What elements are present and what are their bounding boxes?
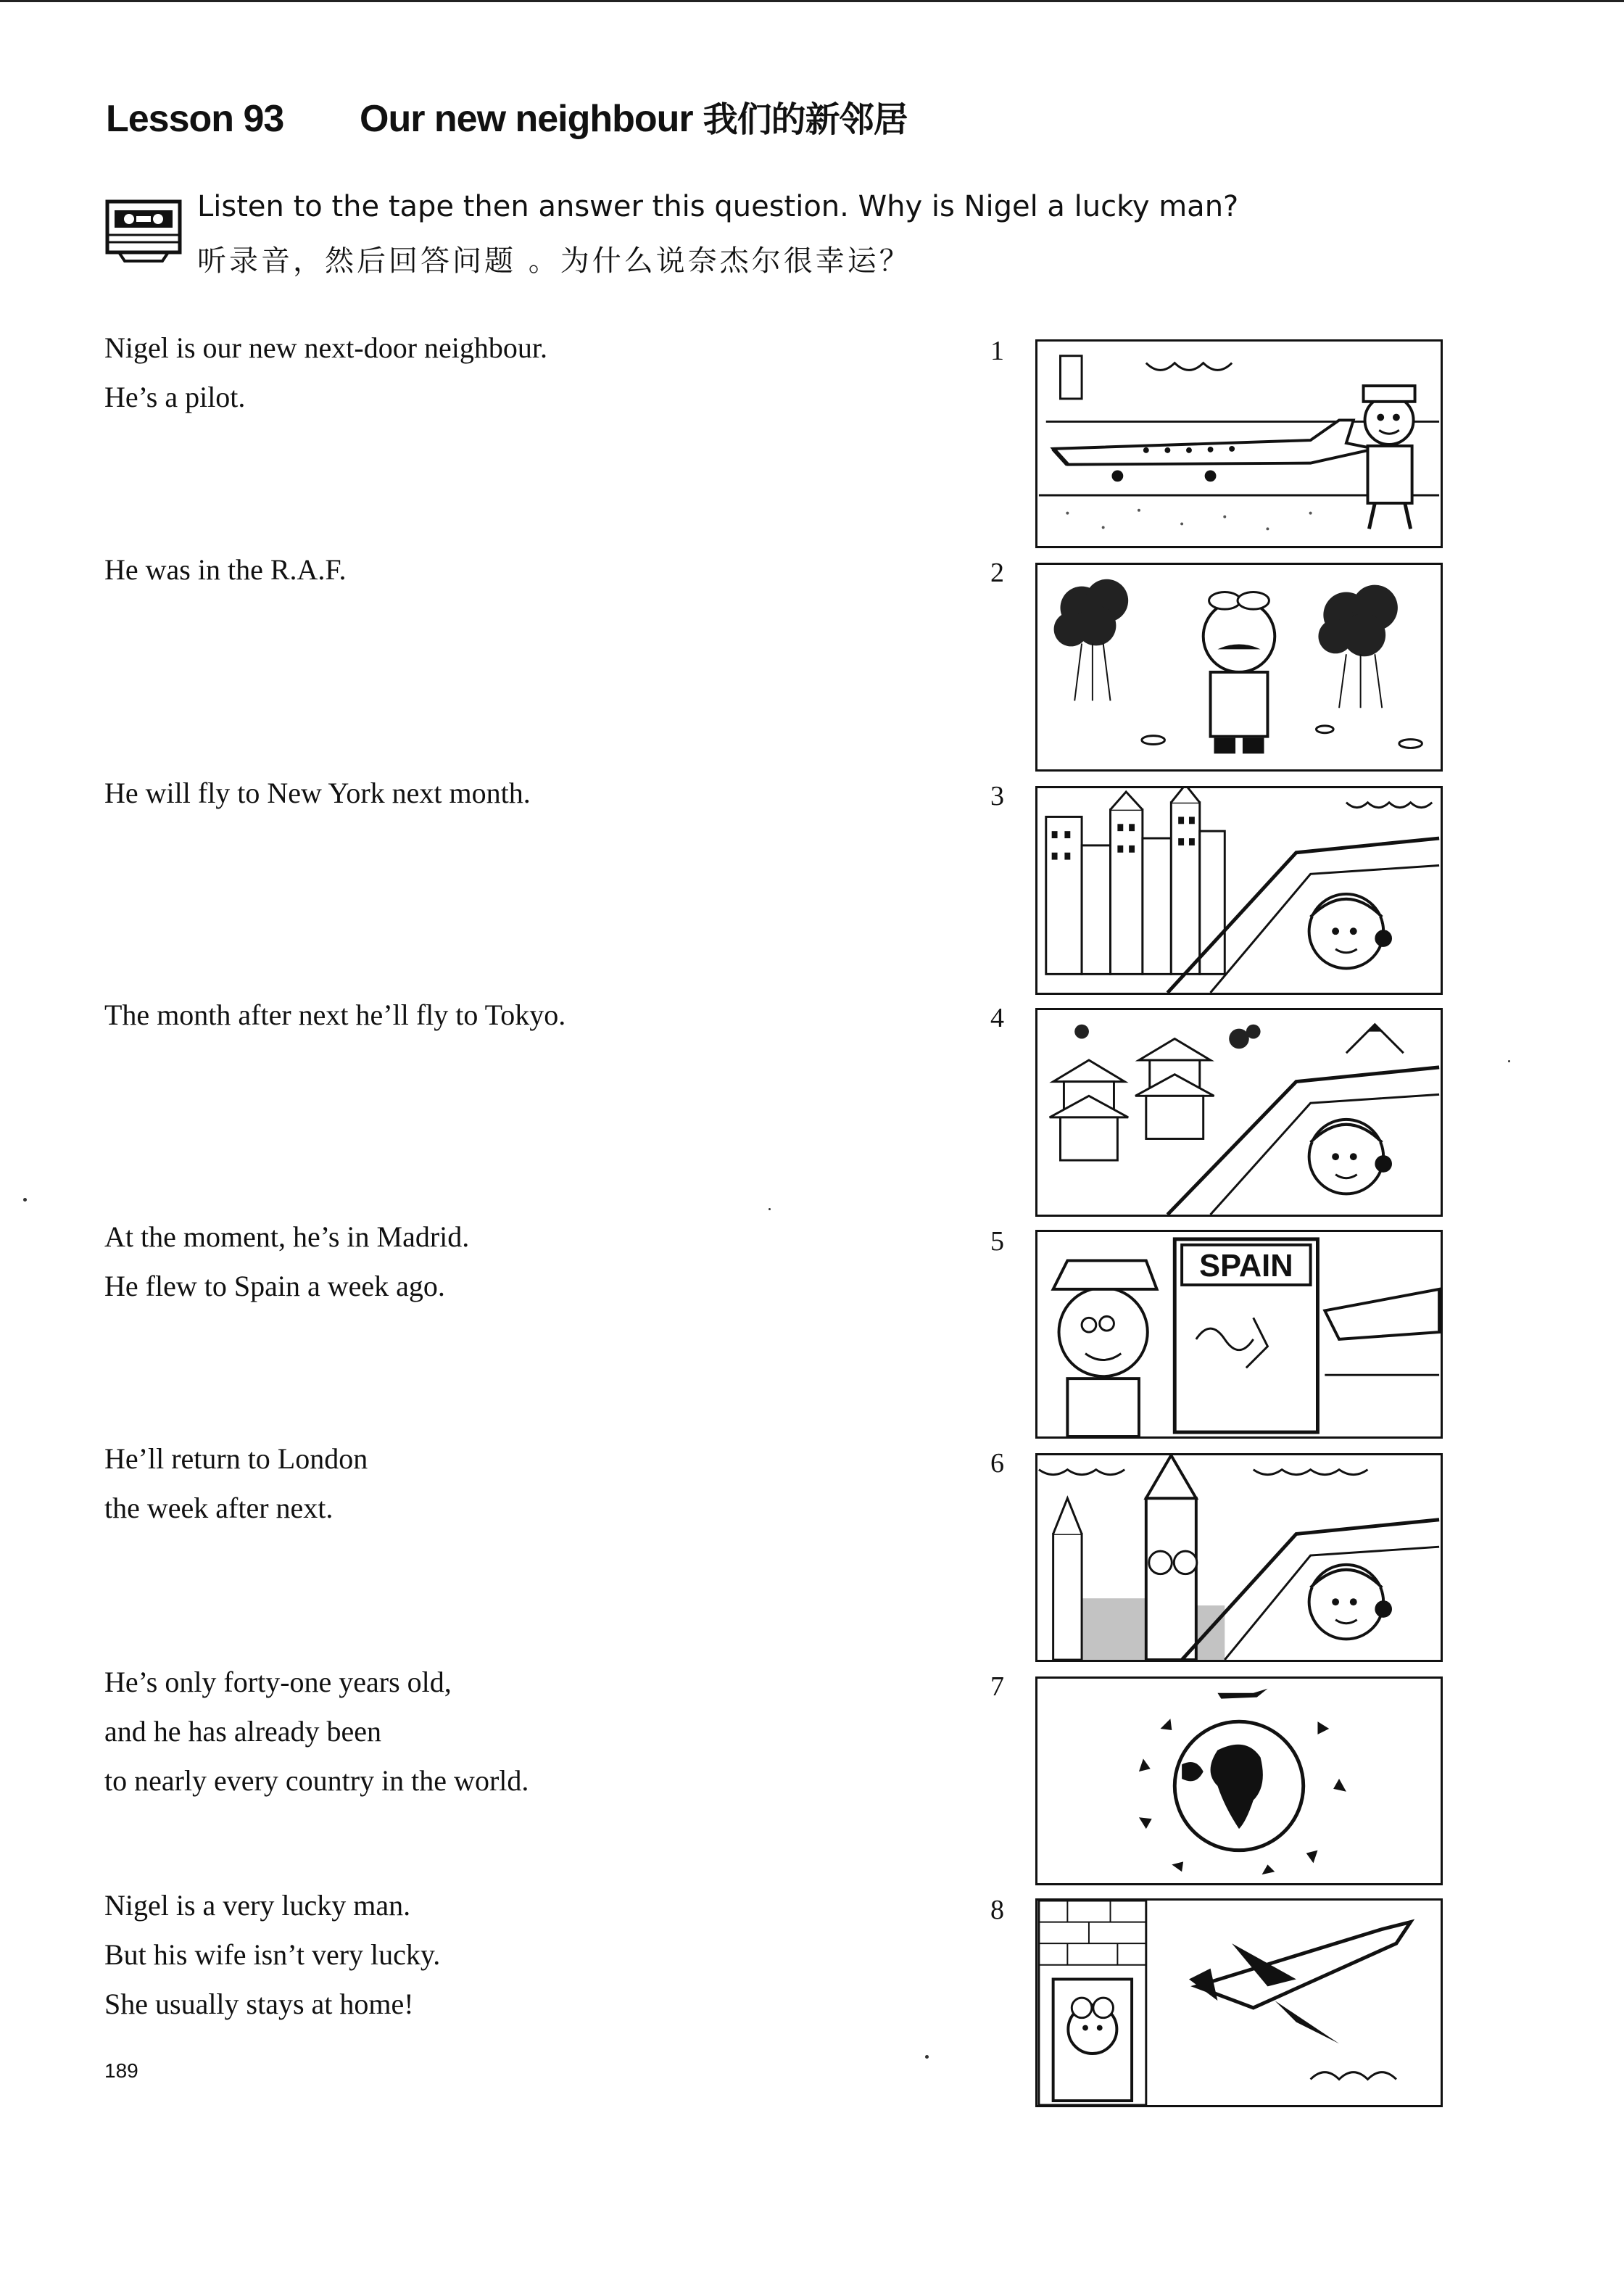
picture-number: 1 <box>990 336 1004 366</box>
picture-panel-wife-at-home <box>1035 1898 1443 2107</box>
picture-number: 5 <box>990 1226 1004 1257</box>
sentence-line: to nearly every country in the world. <box>104 1764 529 1797</box>
sentence-line: He’s a pilot. <box>104 381 246 413</box>
instruction-chinese: 听录音，然后回答问题 。为什么说奈杰尔很幸运？ <box>197 244 911 278</box>
picture-panel-tokyo <box>1035 1008 1443 1217</box>
picture-panel-spain <box>1035 1230 1443 1439</box>
sentence-line: At the moment, he’s in Madrid. <box>104 1220 470 1253</box>
picture-panel-new-york <box>1035 786 1443 995</box>
picture-number: 7 <box>990 1671 1004 1702</box>
picture-number: 2 <box>990 558 1004 588</box>
sentence-line: Nigel is our new next-door neighbour. <box>104 331 547 364</box>
sentence-line: Nigel is a very lucky man. <box>104 1889 411 1922</box>
picture-panel-globe <box>1035 1676 1443 1885</box>
page-number: 189 <box>104 2059 138 2082</box>
sentence-line: She usually stays at home! <box>104 1988 414 2020</box>
picture-number: 8 <box>990 1895 1004 1925</box>
lesson-title <box>106 91 908 141</box>
scan-speck <box>1508 1060 1510 1062</box>
picture-panel-london <box>1035 1453 1443 1662</box>
sentence-line: the week after next. <box>104 1492 334 1524</box>
sentence-line: He will fly to New York next month. <box>104 777 531 809</box>
sentence-line: He flew to Spain a week ago. <box>104 1270 445 1302</box>
top-border <box>0 0 1624 2</box>
sentence-line: The month after next he’ll fly to Tokyo. <box>104 999 566 1031</box>
picture-panel-airport <box>1035 339 1443 548</box>
picture-number: 3 <box>990 781 1004 811</box>
picture-number: 4 <box>990 1003 1004 1033</box>
sentence-line: But his wife isn’t very lucky. <box>104 1938 441 1971</box>
scan-speck <box>23 1198 27 1202</box>
picture-panel-raf <box>1035 563 1443 772</box>
lesson-title-en: Our new neighbour <box>360 98 693 140</box>
sentence-line: and he has already been <box>104 1715 382 1748</box>
sentence-line: He’s only forty-one years old, <box>104 1666 452 1698</box>
scan-speck <box>768 1208 771 1210</box>
sentence-line: He’ll return to London <box>104 1442 368 1475</box>
lesson-number: Lesson 93 <box>106 98 284 140</box>
sentence-line: He was in the R.A.F. <box>104 553 347 586</box>
picture-number: 6 <box>990 1448 1004 1479</box>
instruction-english: Listen to the tape then answer this question. Why is Nigel a lucky man? <box>197 190 1239 223</box>
cassette-tape-icon <box>104 197 186 267</box>
spain-sign-text: SPAIN <box>1199 1249 1293 1284</box>
lesson-title-zh: 我们的新邻居 <box>703 99 908 140</box>
scan-speck <box>925 2055 929 2059</box>
